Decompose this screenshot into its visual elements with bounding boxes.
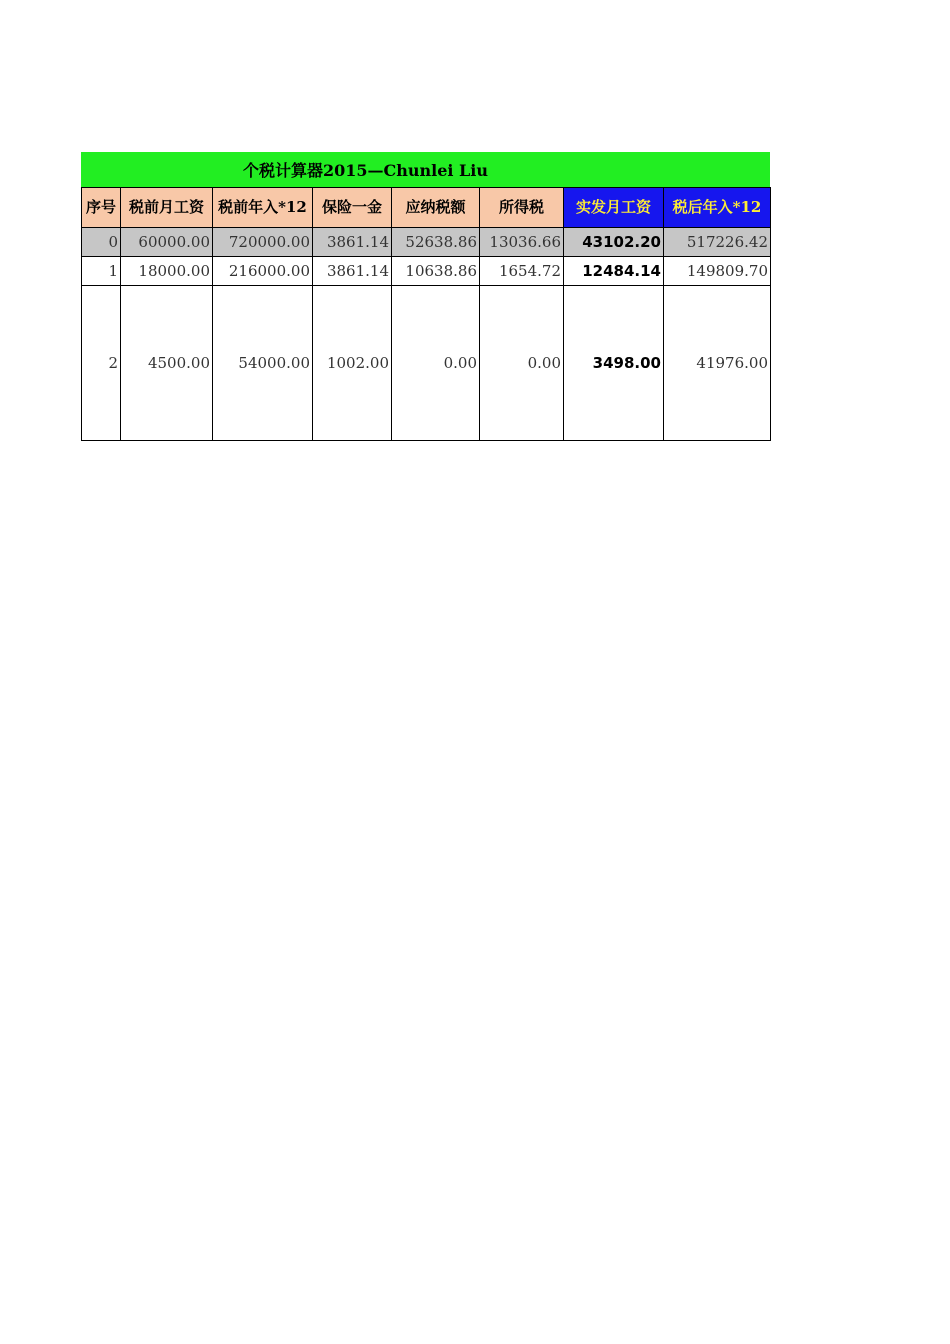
cell-net-annual[interactable]: 149809.70: [664, 257, 771, 286]
header-net-annual[interactable]: 税后年入*12: [664, 188, 771, 228]
cell-income-tax[interactable]: 13036.66: [480, 228, 564, 257]
header-gross-annual[interactable]: 税前年入*12: [213, 188, 313, 228]
cell-net-annual[interactable]: 41976.00: [664, 286, 771, 441]
cell-gross-monthly[interactable]: 18000.00: [121, 257, 213, 286]
cell-gross-monthly[interactable]: 4500.00: [121, 286, 213, 441]
cell-net-annual[interactable]: 517226.42: [664, 228, 771, 257]
cell-idx[interactable]: 0: [82, 228, 121, 257]
table-row: [82, 228, 771, 257]
header-income-tax[interactable]: 所得税: [480, 188, 564, 228]
table-row: [82, 286, 771, 441]
cell-taxable[interactable]: 10638.86: [392, 257, 480, 286]
table-row: [82, 257, 771, 286]
header-net-monthly[interactable]: 实发月工资: [564, 188, 664, 228]
header-insurance[interactable]: 保险一金: [313, 188, 392, 228]
cell-insurance[interactable]: 3861.14: [313, 257, 392, 286]
cell-net-monthly[interactable]: 43102.20: [564, 228, 664, 257]
cell-idx[interactable]: 1: [82, 257, 121, 286]
sheet-title-bar: [81, 152, 770, 187]
cell-idx[interactable]: 2: [82, 286, 121, 441]
cell-gross-annual[interactable]: 216000.00: [213, 257, 313, 286]
header-idx[interactable]: 序号: [82, 188, 121, 228]
header-gross-monthly[interactable]: 税前月工资: [121, 188, 213, 228]
sheet-title: 个税计算器2015—Chunlei Liu: [242, 161, 489, 180]
cell-gross-annual[interactable]: 720000.00: [213, 228, 313, 257]
cell-taxable[interactable]: 52638.86: [392, 228, 480, 257]
cell-income-tax[interactable]: 0.00: [480, 286, 564, 441]
cell-income-tax[interactable]: 1654.72: [480, 257, 564, 286]
cell-taxable[interactable]: 0.00: [392, 286, 480, 441]
cell-insurance[interactable]: 1002.00: [313, 286, 392, 441]
header-row: [82, 188, 771, 228]
cell-gross-monthly[interactable]: 60000.00: [121, 228, 213, 257]
cell-net-monthly[interactable]: 12484.14: [564, 257, 664, 286]
cell-insurance[interactable]: 3861.14: [313, 228, 392, 257]
header-taxable[interactable]: 应纳税额: [392, 188, 480, 228]
tax-table: [81, 187, 771, 441]
cell-net-monthly[interactable]: 3498.00: [564, 286, 664, 441]
cell-gross-annual[interactable]: 54000.00: [213, 286, 313, 441]
